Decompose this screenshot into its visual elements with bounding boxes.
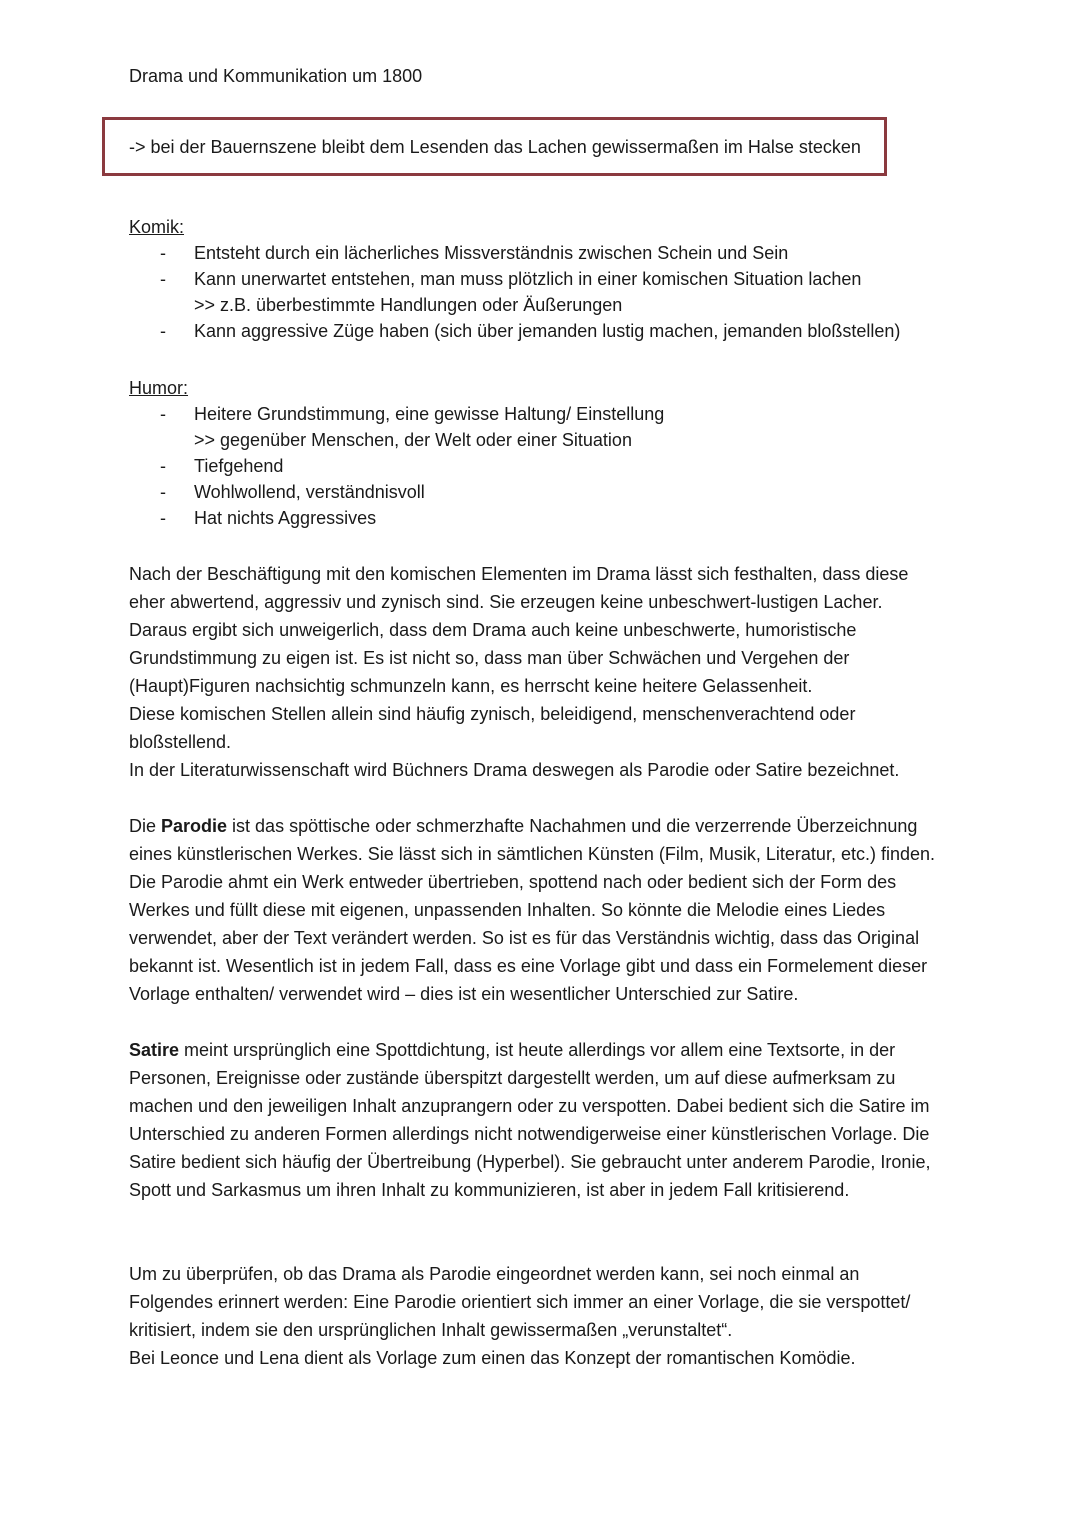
text-line: Grundstimmung zu eigen ist. Es ist nicht so, dass man über Schwächen und Vergehen der [129,648,850,668]
text-line: Spott und Sarkasmus um ihren Inhalt zu kommunizieren, ist aber in jedem Fall kritisierend. [129,1180,850,1200]
text-line: bekannt ist. Wesentlich ist in jedem Fall, dass es eine Vorlage gibt und dass ein Formelement dieser [129,956,928,976]
humor-heading: Humor: [129,378,189,398]
text-line: machen und den jeweiligen Inhalt anzuprangern oder zu verspotten. Dabei bedient sich die Satire im [129,1096,930,1116]
text-line: Folgendes erinnert werden: Eine Parodie orientiert sich immer an einer Vorlage, die sie verspottet/ [129,1292,911,1312]
text-line: In der Literaturwissenschaft wird Büchners Drama deswegen als Parodie oder Satire bezeichnet. [129,760,900,780]
komik-heading: Komik: [129,217,185,237]
paragraph-analysis [129,560,959,784]
text-line: kritisiert, indem sie den ursprünglichen Inhalt gewissermaßen „verunstaltet“. [129,1320,733,1340]
text-line: Werkes und füllt diese mit eigenen, unpassenden Inhalten. So könnte die Melodie eines Liedes [129,900,886,920]
text-line: verwendet, aber der Text verändert werden. So ist es für das Verständnis wichtig, dass das Original [129,928,920,948]
text-line: Satire meint ursprünglich eine Spottdichtung, ist heute allerdings vor allem eine Textsorte, in der [129,1040,896,1060]
text-line: eher abwertend, aggressiv und zynisch sind. Sie erzeugen keine unbeschwert-lustigen Lacher. [129,592,883,612]
text-line: Diese komischen Stellen allein sind häufig zynisch, beleidigend, menschenverachtend oder [129,704,856,724]
list-item: - Entsteht durch ein lächerliches Missverständnis zwischen Schein und Sein [160,243,789,263]
term-satire: Satire [129,1040,180,1060]
text-line: (Haupt)Figuren nachsichtig schmunzeln kann, es herrscht keine heitere Gelassenheit. [129,676,813,696]
text-line: Um zu überprüfen, ob das Drama als Parodie eingeordnet werden kann, sei noch einmal an [129,1264,860,1284]
text-line: Daraus ergibt sich unweigerlich, dass dem Drama auch keine unbeschwerte, humoristische [129,620,857,640]
text-line: bloßstellend. [129,732,232,752]
paragraph-parodie [129,812,959,1008]
highlight-box [102,117,887,176]
paragraph-conclusion [129,1260,959,1372]
page-title: Drama und Kommunikation um 1800 [129,66,423,86]
paragraph-satire [129,1036,959,1204]
list-item: - Tiefgehend [160,456,284,476]
humor-section [129,375,959,531]
list-item: - Kann unerwartet entstehen, man muss plötzlich in einer komischen Situation lachen >> z.B. überbestimmte Handlungen oder Äußerungen [160,269,862,315]
komik-list [129,240,959,344]
text-line: Satire bedient sich häufig der Übertreibung (Hyperbel). Sie gebraucht unter anderem Parodie, Ironie, [129,1152,931,1172]
humor-list [129,401,959,531]
text-line: Bei Leonce und Lena dient als Vorlage zum einen das Konzept der romantischen Komödie. [129,1348,856,1368]
text-line: Die Parodie ahmt ein Werk entweder übertrieben, spottend nach oder bedient sich der Form des [129,872,897,892]
text-line: eines künstlerischen Werkes. Sie lässt sich in sämtlichen Künsten (Film, Musik, Literatur, etc.) finden. [129,844,935,864]
list-item: - Kann aggressive Züge haben (sich über jemanden lustig machen, jemanden bloßstellen) [160,321,901,341]
list-item: - Hat nichts Aggressives [160,508,377,528]
komik-section [129,214,959,344]
highlight-box-text: -> bei der Bauernszene bleibt dem Lesenden das Lachen gewissermaßen im Halse stecken [129,137,861,157]
term-parodie: Parodie [161,816,228,836]
text-line: Die Parodie ist das spöttische oder schmerzhafte Nachahmen und die verzerrende Überzeichnung [129,816,918,836]
text-line: Unterschied zu anderen Formen allerdings nicht notwendigerweise einer künstlerischen Vorlage. Die [129,1124,930,1144]
list-item: - Heitere Grundstimmung, eine gewisse Haltung/ Einstellung >> gegenüber Menschen, der Welt oder einer Situation [160,404,665,450]
list-item: - Wohlwollend, verständnisvoll [160,482,425,502]
text-line: Personen, Ereignisse oder zustände überspitzt dargestellt werden, um auf diese aufmerksam zu [129,1068,896,1088]
text-line: Nach der Beschäftigung mit den komischen Elementen im Drama lässt sich festhalten, dass diese [129,564,909,584]
text-line: Vorlage enthalten/ verwendet wird – dies ist ein wesentlicher Unterschied zur Satire. [129,984,799,1004]
